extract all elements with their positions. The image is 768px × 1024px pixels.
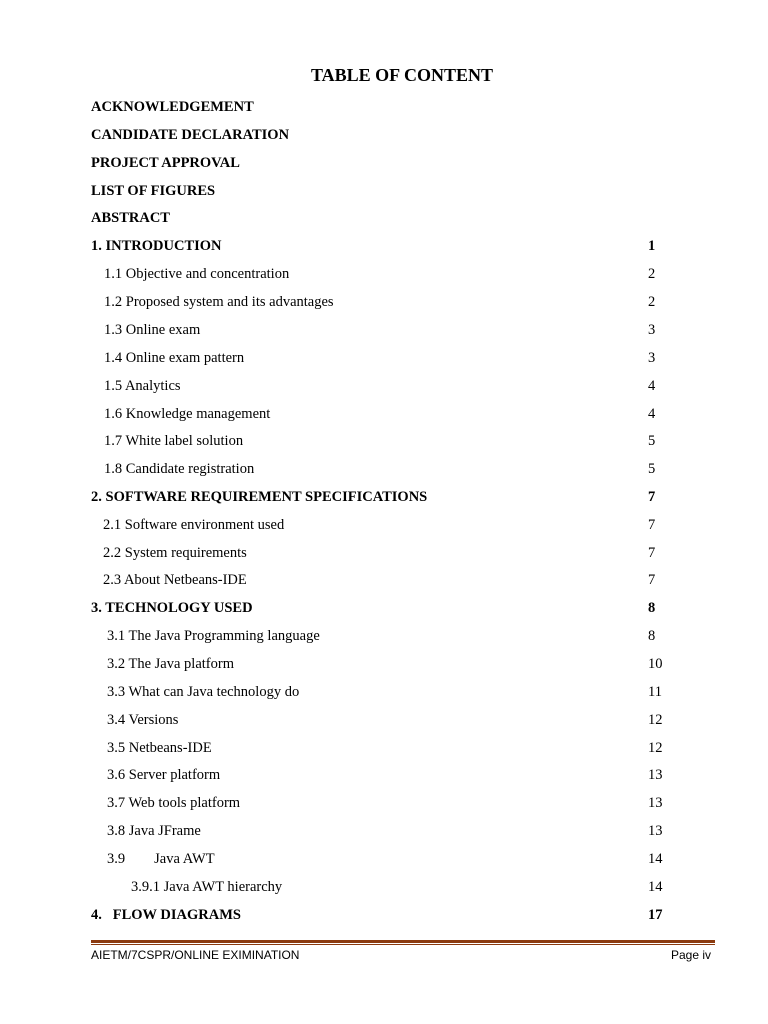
toc-entry-page: 8 bbox=[648, 600, 656, 616]
toc-entry-page: 14 bbox=[648, 879, 663, 895]
toc-entry-label: 3.6 Server platform bbox=[107, 767, 221, 783]
toc-entry-page: 2 bbox=[648, 266, 656, 282]
toc-entry-label: 2.2 System requirements bbox=[103, 545, 247, 561]
toc-entry-label: 1.2 Proposed system and its advantages bbox=[104, 294, 334, 310]
toc-entry bbox=[0, 376, 768, 396]
footer-page-number: Page iv bbox=[670, 948, 711, 962]
toc-entry-page: 13 bbox=[648, 767, 663, 783]
toc-entry-label: 3.9 Java AWT bbox=[107, 851, 215, 867]
footer-divider bbox=[91, 940, 715, 943]
toc-entry-label: CANDIDATE DECLARATION bbox=[91, 127, 290, 143]
toc-entry-label: 3.8 Java JFrame bbox=[107, 823, 201, 839]
toc-entry-page: 13 bbox=[648, 795, 663, 811]
toc-entry bbox=[0, 181, 768, 201]
toc-entry-page: 13 bbox=[648, 823, 663, 839]
page-title: TABLE OF CONTENT bbox=[310, 65, 494, 85]
toc-entry-page: 5 bbox=[648, 461, 656, 477]
toc-entry-label: 1. INTRODUCTION bbox=[91, 238, 222, 254]
toc-entry-label: 1.7 White label solution bbox=[104, 433, 244, 449]
toc-entry bbox=[0, 264, 768, 284]
toc-entry bbox=[0, 459, 768, 479]
toc-entry-label: 3.4 Versions bbox=[107, 712, 179, 728]
toc-entry-page: 7 bbox=[648, 489, 656, 505]
toc-entry-page: 4 bbox=[648, 378, 656, 394]
toc-entry bbox=[0, 236, 768, 256]
toc-entry-page: 17 bbox=[648, 907, 663, 923]
toc-entry-page: 12 bbox=[648, 740, 663, 756]
toc-entry-label: 3.7 Web tools platform bbox=[107, 795, 241, 811]
toc-entry bbox=[0, 487, 768, 507]
toc-entry-page: 5 bbox=[648, 433, 656, 449]
toc-entry-page: 7 bbox=[648, 517, 656, 533]
toc-entry-page: 10 bbox=[648, 656, 663, 672]
toc-entry-page: 8 bbox=[648, 628, 656, 644]
toc-entry-page: 3 bbox=[648, 322, 656, 338]
toc-entry-label: 3.3 What can Java technology do bbox=[107, 684, 300, 700]
toc-entry bbox=[0, 682, 768, 702]
toc-entry-label: 2. SOFTWARE REQUIREMENT SPECIFICATIONS bbox=[91, 489, 428, 505]
toc-entry-label: 3. TECHNOLOGY USED bbox=[91, 600, 253, 616]
toc-entry-page: 12 bbox=[648, 712, 663, 728]
toc-entry-label: 1.5 Analytics bbox=[104, 378, 181, 394]
toc-entry-label: 3.5 Netbeans-IDE bbox=[107, 740, 212, 756]
toc-entry bbox=[0, 431, 768, 451]
toc-entry-page: 3 bbox=[648, 350, 656, 366]
toc-entry bbox=[0, 153, 768, 173]
toc-entry bbox=[0, 849, 768, 869]
toc-entry-label: LIST OF FIGURES bbox=[91, 183, 216, 199]
toc-entry bbox=[0, 125, 768, 145]
toc-entry bbox=[0, 404, 768, 424]
toc-entry-label: 1.4 Online exam pattern bbox=[104, 350, 245, 366]
toc-entry-page: 7 bbox=[648, 545, 656, 561]
toc-entry bbox=[0, 320, 768, 340]
toc-entry-label: 2.3 About Netbeans-IDE bbox=[103, 572, 247, 588]
footer-document-id: AIETM/7CSPR/ONLINE EXIMINATION bbox=[91, 948, 300, 962]
footer-divider-thin bbox=[91, 944, 715, 945]
toc-entry-label: PROJECT APPROVAL bbox=[91, 155, 240, 171]
toc-entry-label: 1.8 Candidate registration bbox=[104, 461, 255, 477]
toc-entry-page: 2 bbox=[648, 294, 656, 310]
toc-entry bbox=[0, 348, 768, 368]
toc-entry bbox=[0, 821, 768, 841]
toc-entry-label: ABSTRACT bbox=[91, 210, 170, 226]
toc-entry bbox=[0, 208, 768, 228]
toc-entry bbox=[0, 570, 768, 590]
toc-entry bbox=[0, 626, 768, 646]
toc-entry-label: 3.9.1 Java AWT hierarchy bbox=[131, 879, 283, 895]
toc-entry-page: 14 bbox=[648, 851, 663, 867]
toc-entry-label: 1.6 Knowledge management bbox=[104, 406, 271, 422]
toc-entry-label: 4. FLOW DIAGRAMS bbox=[91, 907, 241, 923]
toc-entry bbox=[0, 765, 768, 785]
toc-entry-label: 3.2 The Java platform bbox=[107, 656, 234, 672]
toc-entry bbox=[0, 97, 768, 117]
toc-entry bbox=[0, 292, 768, 312]
toc-entry-label: 1.1 Objective and concentration bbox=[104, 266, 290, 282]
toc-entry-label: 3.1 The Java Programming language bbox=[107, 628, 320, 644]
toc-entry-page: 11 bbox=[648, 684, 662, 700]
toc-entry bbox=[0, 738, 768, 758]
toc-entry-label: ACKNOWLEDGEMENT bbox=[91, 99, 254, 115]
toc-entry-label: 1.3 Online exam bbox=[104, 322, 201, 338]
toc-entry bbox=[0, 654, 768, 674]
toc-entry bbox=[0, 710, 768, 730]
toc-entry-page: 7 bbox=[648, 572, 656, 588]
toc-entry-label: 2.1 Software environment used bbox=[103, 517, 285, 533]
toc-entry-page: 4 bbox=[648, 406, 656, 422]
toc-entry bbox=[0, 543, 768, 563]
toc-entry bbox=[0, 598, 768, 618]
toc-entry bbox=[0, 515, 768, 535]
toc-entry bbox=[0, 905, 768, 925]
toc-entry bbox=[0, 877, 768, 897]
toc-entry-page: 1 bbox=[648, 238, 656, 254]
toc-entry bbox=[0, 793, 768, 813]
